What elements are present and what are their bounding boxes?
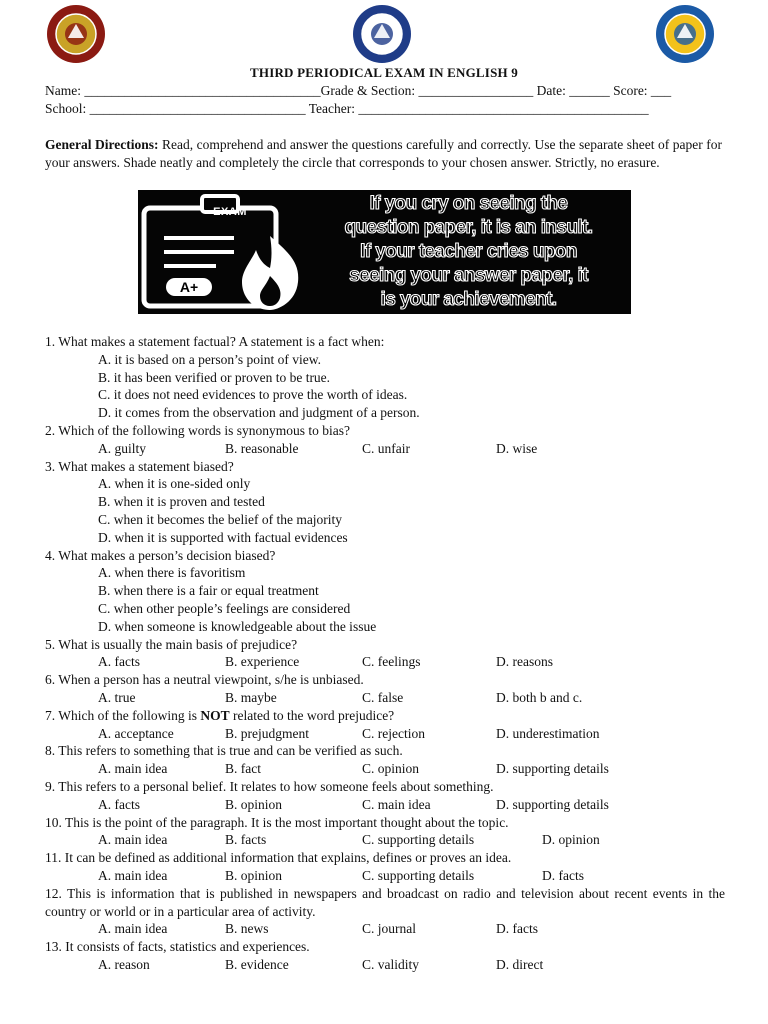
answer-option: C. feelings (362, 654, 421, 670)
banner-quote (306, 192, 631, 312)
question-item (45, 885, 725, 938)
question-stem: 9. This refers to a personal belief. It relates to how someone feels about something. (45, 778, 494, 794)
school-seal-right-icon (655, 4, 715, 64)
quote-line: seeing your answer paper, it (349, 265, 588, 286)
stem-text: 7. Which of the following is (45, 707, 201, 723)
question-item (45, 849, 725, 885)
answer-option: C. main idea (362, 796, 431, 812)
answer-option: D. facts (496, 921, 538, 937)
answer-option: B. maybe (225, 689, 277, 705)
question-item (45, 814, 725, 850)
exam-label: EXAM (213, 206, 247, 218)
answer-option: A. true (98, 689, 136, 705)
question-stem: 4. What makes a person’s decision biased? (45, 547, 276, 563)
answer-option: C. unfair (362, 440, 410, 456)
answer-options-row (45, 796, 725, 814)
question-stem: 10. This is the point of the paragraph. It is the most important thought about the topic. (45, 814, 509, 830)
answer-option: D. when it is supported with factual evidences (98, 529, 348, 545)
answer-option: B. when there is a fair or equal treatment (98, 583, 319, 599)
answer-option: C. supporting details (362, 867, 475, 883)
answer-option: B. evidence (225, 956, 289, 972)
school-seal-left-logo (46, 4, 106, 64)
answer-option: D. direct (496, 956, 544, 972)
answer-options-row (45, 831, 725, 849)
answer-options-row (45, 440, 725, 458)
question-stem: 12. This is information that is published in newspapers and broadcast on radio and television about recent events in the country or world or in a particular area of activity. (45, 885, 725, 919)
quote-line: If your teacher cries upon (360, 241, 577, 262)
answer-options-row (45, 760, 725, 778)
answer-option: A. facts (98, 796, 140, 812)
motivational-banner (138, 190, 631, 314)
answer-option: A. main idea (98, 832, 168, 848)
deped-seal-icon (352, 4, 412, 64)
answer-option: A. reason (98, 956, 150, 972)
answer-option: C. journal (362, 921, 416, 937)
answer-option: D. facts (542, 867, 584, 883)
answer-option: A. main idea (98, 761, 168, 777)
question-item (45, 938, 725, 974)
question-item (45, 547, 725, 636)
answer-option: D. underestimation (496, 725, 600, 741)
answer-option: D. supporting details (496, 796, 609, 812)
question-item (45, 458, 725, 547)
answer-option: B. prejudgment (225, 725, 309, 741)
answer-option: C. it does not need evidences to prove the worth of ideas. (98, 387, 408, 403)
answer-option: A. acceptance (98, 725, 174, 741)
answer-options-row (45, 867, 725, 885)
answer-option: A. it is based on a person’s point of view. (98, 351, 321, 367)
answer-option: C. validity (362, 956, 419, 972)
answer-option: A. main idea (98, 867, 168, 883)
question-stem: 8. This refers to something that is true and can be verified as such. (45, 743, 403, 759)
answer-option: B. reasonable (225, 440, 299, 456)
grade-label: A+ (179, 279, 199, 295)
answer-option: C. opinion (362, 761, 420, 777)
answer-option: C. false (362, 689, 404, 705)
school-teacher-line: School: ________________________________ Teacher: ___________________________________________ (45, 101, 649, 116)
answer-option: A. when there is favoritism (98, 565, 246, 581)
quote-line: is your achievement. (380, 289, 557, 310)
question-item (45, 422, 725, 458)
question-stem (45, 707, 725, 725)
answer-option: D. wise (496, 440, 538, 456)
school-seal-right-logo (655, 4, 715, 64)
header-logos (0, 4, 768, 66)
question-stem: 11. It can be defined as additional information that explains, defines or proves an idea. (45, 850, 512, 866)
question-list (45, 333, 725, 974)
answer-option: C. supporting details (362, 832, 475, 848)
answer-option: B. opinion (225, 796, 283, 812)
answer-option: B. facts (225, 832, 267, 848)
answer-option: B. opinion (225, 867, 283, 883)
answer-options-row (45, 956, 725, 974)
question-item (45, 636, 725, 672)
answer-option: A. when it is one-sided only (98, 476, 251, 492)
quote-line: If you cry on seeing the (369, 193, 568, 214)
answer-option: C. when it becomes the belief of the majority (98, 511, 343, 527)
question-stem: 2. Which of the following words is synonymous to bias? (45, 422, 350, 438)
directions-text: Read, comprehend and answer the questions carefully and correctly. Use the separate sheet of paper for your answers. Shade neatly and completely the circle that corresponds to your chosen answer. Strictly, no erasure. (45, 137, 722, 170)
answer-option: A. main idea (98, 921, 168, 937)
answer-option: C. when other people’s feelings are considered (98, 600, 351, 616)
answer-option: D. when someone is knowledgeable about the issue (98, 618, 377, 634)
answer-options-row (45, 689, 725, 707)
answer-option: D. reasons (496, 654, 553, 670)
question-stem: 3. What makes a statement biased? (45, 458, 234, 474)
deped-seal-logo (352, 4, 412, 64)
school-seal-left-icon (46, 4, 106, 64)
answer-option: A. guilty (98, 440, 147, 456)
answer-option: B. when it is proven and tested (98, 494, 265, 510)
question-item (45, 742, 725, 778)
name-grade-date-score-line: Name: ___________________________________Grade & Section: _________________ Date: ______ Score: ___ (45, 83, 672, 98)
question-item (45, 671, 725, 707)
answer-option: D. supporting details (496, 761, 609, 777)
question-item (45, 778, 725, 814)
question-stem: 5. What is usually the main basis of prejudice? (45, 636, 298, 652)
answer-option: B. it has been verified or proven to be true. (98, 369, 331, 385)
answer-option: B. news (225, 921, 269, 937)
question-stem: 1. What makes a statement factual? A statement is a fact when: (45, 334, 385, 349)
general-directions (45, 136, 722, 172)
answer-option: D. it comes from the observation and judgment of a person. (98, 405, 420, 421)
question-item (45, 333, 725, 422)
stem-text: related to the word prejudice? (229, 707, 395, 723)
question-item (45, 707, 725, 743)
answer-option: C. rejection (362, 725, 425, 741)
exam-title: THIRD PERIODICAL EXAM IN ENGLISH 9 (250, 65, 518, 80)
answer-option: D. both b and c. (496, 689, 583, 705)
answer-options-row (45, 920, 725, 938)
question-stem: 13. It consists of facts, statistics and experiences. (45, 939, 310, 955)
emphasis-text: NOT (200, 707, 230, 723)
question-stem: 6. When a person has a neutral viewpoint, s/he is unbiased. (45, 672, 364, 688)
answer-options-row (45, 725, 725, 743)
answer-option: B. experience (225, 654, 300, 670)
answer-option: B. fact (225, 761, 261, 777)
answer-option: D. opinion (542, 832, 600, 848)
directions-label: General Directions: (45, 137, 159, 152)
answer-options-row (45, 653, 725, 671)
answer-option: A. facts (98, 654, 140, 670)
quote-line: question paper, it is an insult. (344, 217, 593, 238)
